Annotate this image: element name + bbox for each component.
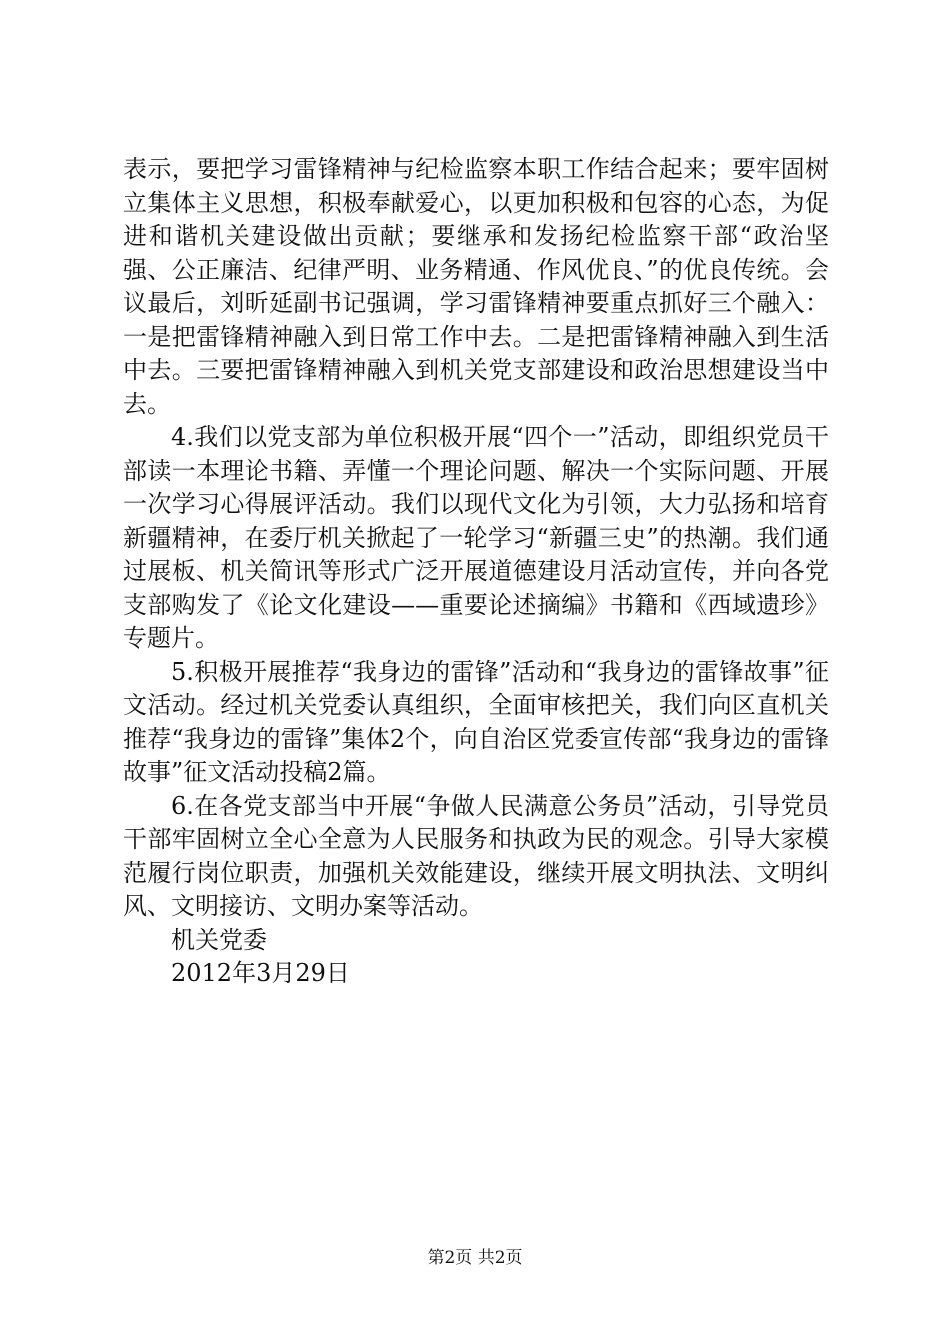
paragraph-item-6: 6.在各党支部当中开展“争做人民满意公务员”活动，引导党员干部牢固树立全心全意为人民服务和执政为民的观念。引导大家模范履行岗位职责，加强机关效能建设，继续开展文明执法、文明纠风、文明接访、文明办案等活动。	[123, 791, 829, 920]
signature-date: 2012年3月29日	[171, 959, 350, 987]
paragraph-item-4: 4.我们以党支部为单位积极开展“四个一”活动，即组织党员干部读一本理论书籍、弄懂一个理论问题、解决一个实际问题、开展一次学习心得展评活动。我们以现代文化为引领，大力弘扬和培育新疆精神，在委厅机关掀起了一轮学习“新疆三史”的热潮。我们通过展板、机关简讯等形式广泛开展道德建设月活动宣传，并向各党支部购发了《论文化建设——重要论述摘编》书籍和《西域遗珍》专题片。	[123, 423, 829, 652]
signature-organization: 机关党委	[171, 925, 267, 954]
page-footer: 第2页 共2页	[427, 1248, 523, 1268]
paragraph-continuation: 表示，要把学习雷锋精神与纪检监察本职工作结合起来；要牢固树立集体主义思想，积极奉献爱心，以更加积极和包容的心态，为促进和谐机关建设做出贡献；要继承和发扬纪检监察干部“政治坚强、公正廉洁、纪律严明、业务精通、作风优良、”的优良传统。会议最后，刘昕延副书记强调，学习雷锋精神要重点抓好三个融入：一是把雷锋精神融入到日常工作中去。二是把雷锋精神融入到生活中去。三要把雷锋精神融入到机关党支部建设和政治思想建设当中去。	[123, 155, 829, 418]
document-body	[123, 153, 829, 991]
paragraph-item-5: 5.积极开展推荐“我身边的雷锋”活动和“我身边的雷锋故事”征文活动。经过机关党委认真组织，全面审核把关，我们向区直机关推荐“我身边的雷锋”集体2个，向自治区党委宣传部“我身边的雷锋故事”征文活动投稿2篇。	[123, 657, 829, 786]
